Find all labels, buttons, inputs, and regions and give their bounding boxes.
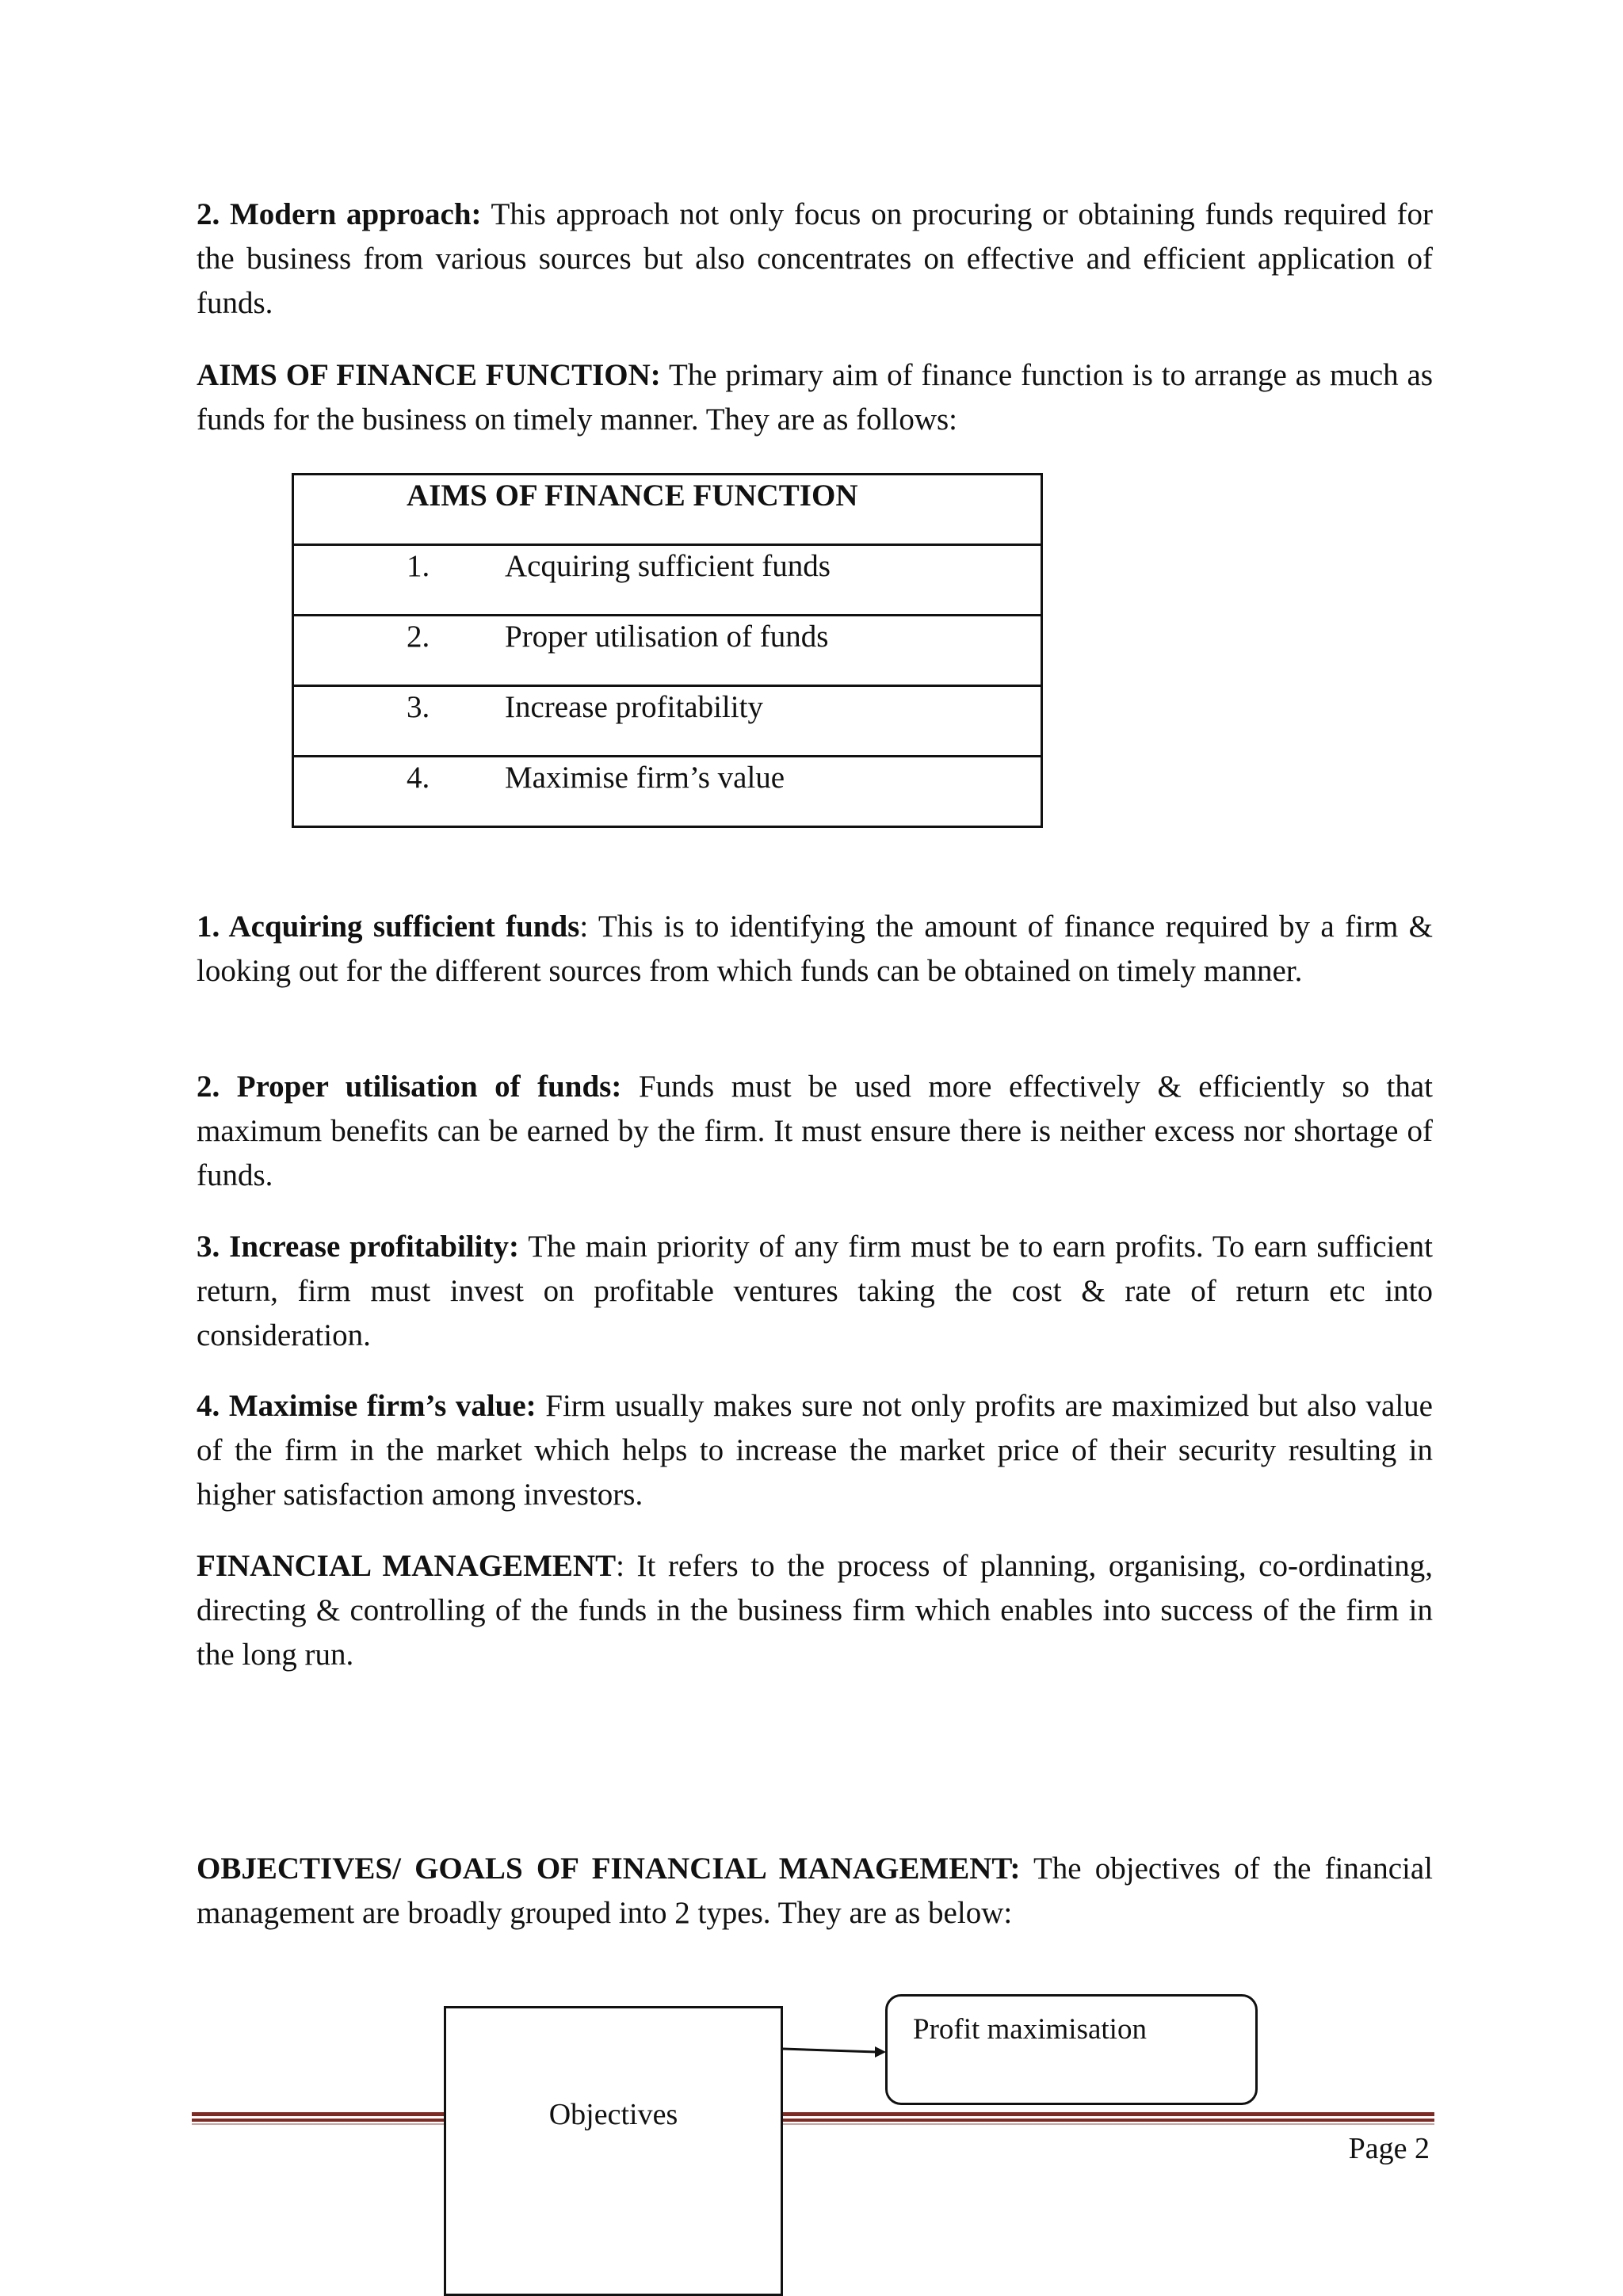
table-row: [293, 686, 1042, 757]
table-row: [293, 545, 1042, 616]
profit-maximisation-box: [885, 1994, 1258, 2105]
row-number: 2.: [407, 620, 430, 654]
firm-value-text: Firm usually makes sure not only profits are maximized but also value of the firm in the market which helps to increase the market price of their security resulting in higher satisfaction among investors.: [197, 1389, 1433, 1512]
aims-intro-paragraph: [197, 353, 1433, 442]
modern-approach-paragraph: [197, 193, 1433, 326]
utilisation-funds-paragraph: [197, 1065, 1433, 1198]
row-text: Acquiring sufficient funds: [505, 549, 831, 583]
row-number: 3.: [407, 690, 430, 724]
arrow-right-icon: [783, 2044, 888, 2063]
objectives-intro-text: The objectives of the financial management are broadly grouped into 2 types. They are as below:: [197, 1852, 1433, 1930]
row-text: Increase profitability: [505, 690, 763, 724]
row-text: Maximise firm’s value: [505, 761, 785, 795]
acquiring-funds-paragraph: [197, 905, 1433, 994]
modern-approach-label: 2. Modern approach:: [197, 197, 482, 231]
table-row: [293, 616, 1042, 686]
table-row: [293, 757, 1042, 827]
row-number: 1.: [407, 549, 430, 583]
utilisation-funds-label: 2. Proper utilisation of funds:: [197, 1070, 622, 1104]
financial-management-text: : It refers to the process of planning, organising, co-ordinating, directing & controlling of the funds in the business firm which enables into success of the firm in the long run.: [197, 1549, 1434, 1672]
footer-rule: [192, 2112, 1434, 2126]
acquiring-funds-text: : This is to identifying the amount of finance required by a firm & looking out for the different sources from which funds can be obtained on timely manner.: [197, 910, 1434, 988]
profit-maximisation-label: Profit maximisation: [913, 2013, 1147, 2046]
firm-value-paragraph: [197, 1384, 1433, 1517]
utilisation-funds-text: Funds must be used more effectively & efficiently so that maximum benefits can be earned by the firm. It must ensure there is neither excess nor shortage of funds.: [197, 1070, 1434, 1192]
row-number: 4.: [407, 761, 430, 795]
aims-intro-text: The primary aim of finance function is to arrange as much as funds for the business on timely manner. They are as follows:: [197, 358, 1434, 437]
row-text: Proper utilisation of funds: [505, 620, 829, 654]
profitability-text: The main priority of any firm must be to earn profits. To earn sufficient return, firm must invest on profitable ventures taking the cost & rate of return etc into consideration.: [197, 1230, 1433, 1352]
objectives-intro-label: OBJECTIVES/ GOALS OF FINANCIAL MANAGEMENT:: [197, 1852, 1021, 1886]
objectives-box-label: Objectives: [548, 2098, 678, 2131]
aims-intro-label: AIMS OF FINANCE FUNCTION:: [197, 358, 661, 392]
profitability-paragraph: [197, 1225, 1433, 1358]
page-number: Page 2: [1348, 2132, 1430, 2165]
objectives-intro-paragraph: [197, 1847, 1433, 1936]
acquiring-funds-label: 1. Acquiring sufficient funds: [197, 910, 580, 944]
financial-management-label: FINANCIAL MANAGEMENT: [197, 1549, 617, 1583]
aims-table: [292, 473, 1043, 828]
profitability-label: 3. Increase profitability:: [197, 1230, 519, 1264]
aims-table-header-row: [293, 475, 1042, 545]
firm-value-label: 4. Maximise firm’s value:: [197, 1389, 537, 1423]
financial-management-paragraph: [197, 1544, 1433, 1677]
modern-approach-text: This approach not only focus on procuring or obtaining funds required for the business from various sources but also concentrates on effective and efficient application of funds.: [197, 197, 1433, 320]
objectives-box: [444, 2006, 783, 2296]
aims-table-title: AIMS OF FINANCE FUNCTION: [407, 479, 858, 513]
